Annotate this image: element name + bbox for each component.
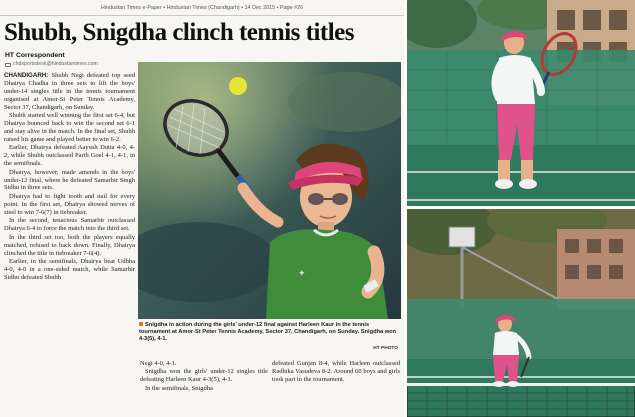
main-action-photo	[138, 62, 401, 319]
tennis-ball	[229, 77, 247, 95]
court-photo-top	[407, 0, 635, 206]
byline: HT Correspondent	[5, 52, 65, 59]
article-paragraph: Earlier, Dhairya defeated Aayush Dutta 4-0, 4-2, while Shubh outclassed Parth Goel 4-1, 4-1, in the semifinals.	[4, 144, 135, 168]
article-body-left-column	[4, 72, 135, 282]
svg-text:✦: ✦	[298, 268, 306, 278]
tennis-player-illustration	[138, 62, 401, 319]
article-paragraph: Dhairya had to fight tooth and nail for every point. In the first set, Dhairya showed nerves of steel to win 7-6(7) in tiebreaker.	[4, 192, 135, 216]
dateline: CHANDIGARH:	[4, 72, 49, 79]
article-body-column-a	[140, 360, 268, 393]
article-paragraph: Negi 4-0, 4-1.	[140, 360, 177, 367]
epaper-masthead: Hindustan Times e-Paper • Hindustan Times (Chandigarh) • 14 Dec 2015 • Page #26	[0, 0, 404, 16]
article-paragraph: Dhairya, however, made amends in the boys' under-12 final, where he defeated Samarbir Singh Sidhu in three sets.	[4, 168, 135, 192]
article-paragraph: Shubh started well winning the first set 6-4, but Dhairya bounced back to win the second set 6-1 and stay alive in the match. In the final set, Shubh raised his game and played better to win 6-2.	[4, 112, 135, 143]
byline-email: chdsportsdesk@hindustantimes.com	[13, 61, 98, 67]
article-paragraph: Earlier, in the semifinals, Dhairya beat Udbha 4-0, 4-0 in a one-sided match, while Samarbir Sidhu defeated Shubh	[4, 258, 135, 281]
envelope-icon	[5, 63, 11, 67]
article-paragraph: In the third set too, both the players equally matched, refused to back down. Finally, Dhairya clinched the title in tiebreaker 7-6(4).	[4, 233, 135, 257]
court-photo-bottom	[407, 209, 635, 417]
photo-credit: HT PHOTO	[373, 346, 398, 351]
caption-marker-icon	[139, 322, 143, 326]
article-paragraph: In the semifinals, Snigdha	[145, 384, 213, 392]
article-paragraph: CHANDIGARH: Shubh Negi defeated top seed Dhairya Chadha in three sets to lift the boys' under-14 singles title in the tennis tournament organised at Amor-St Peter Tennis Academy, Sector 37, Chandigarh, on Sunday.	[4, 72, 135, 111]
article-paragraph: In the second, tenacious Samarbir outclassed Dhairya 6-4 to force the match into the third set.	[4, 217, 135, 233]
byline-email-row	[5, 61, 135, 68]
article-paragraph: defeated Gunjan 8-4, while Harleen outclassed Radhika Vasudeva 8-2. Around 60 boys and girls took part in the tournament.	[272, 360, 400, 383]
article-headline: Shubh, Snigdha clinch tennis titles	[4, 19, 354, 46]
photo-caption: Snigdha in action during the girls' under-12 final against Harleen Kaur in the tennis tournament at Amor-St Peter Tennis Academy, Sector 37, Chandigarh, on Sunday. Snigdha won 4-3(5), 4-1.	[139, 322, 397, 343]
article-body-column-b	[272, 360, 400, 384]
girl-serving-illustration	[407, 0, 635, 206]
girl-on-court-illustration	[407, 209, 635, 417]
article-paragraph: Snigdha won the girls' under-12 singles title defeating Harleen Kaur 4-3(5), 4-1.	[140, 368, 268, 384]
